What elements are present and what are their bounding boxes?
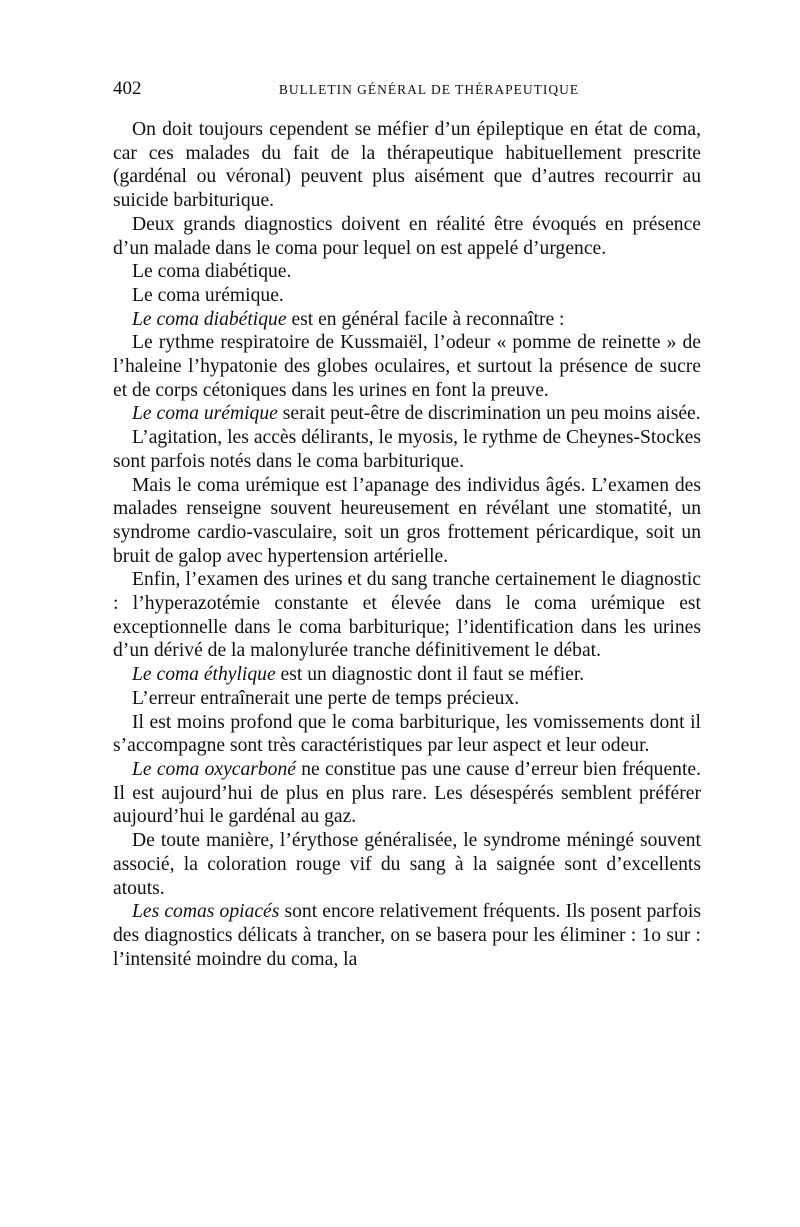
italic-lead: Le coma oxycarboné xyxy=(132,758,296,780)
page-number: 402 xyxy=(113,78,142,99)
paragraph: Deux grands diagnostics doivent en réalité être évoqués en présence d’un malade dans le coma pour lequel on est appelé d’urgence. xyxy=(113,213,701,259)
running-title: BULLETIN GÉNÉRAL DE THÉRAPEUTIQUE xyxy=(278,82,580,97)
paragraph: Les comas opiacés sont encore relativement fréquents. Ils posent parfois des diagnostics délicats à trancher, on se basera pour les éliminer : 1o sur : l’intensité moindre du coma, la xyxy=(113,901,701,970)
body-text xyxy=(113,118,701,971)
italic-lead: Le coma éthylique xyxy=(132,664,276,686)
paragraph: L’agitation, les accès délirants, le myosis, le rythme de Cheynes-Stockes sont parfois notés dans le coma barbiturique. xyxy=(113,427,701,472)
paragraph: Enfin, l’examen des urines et du sang tranche certainement le diagnostic : l’hyperazotémie constante et élevée dans le coma urémique est exceptionnelle dans le coma barbiturique; l’identification dans les urines d’un dérivé de la malonylurée tranche définitivement le débat. xyxy=(113,569,701,662)
paragraph: Le rythme respiratoire de Kussmaiël, l’odeur « pomme de reinette » de l’haleine l’hypatonie des globes oculaires, et surtout la présence de sucre et de corps cétoniques dans les urines en font la preuve. xyxy=(113,332,701,401)
paragraph: Le coma oxycarboné ne constitue pas une cause d’erreur bien fréquente. Il est aujourd’hui de plus en plus rare. Les désespérés semblent préférer aujourd’hui le gardénal au gaz. xyxy=(113,758,701,828)
paragraph: Le coma éthylique est un diagnostic dont il faut se méfier. xyxy=(132,664,585,686)
paragraph: De toute manière, l’érythose généralisée, le syndrome méningé souvent associé, la coloration rouge vif du sang à la saignée sont d’excellents atouts. xyxy=(113,830,701,899)
paragraph: Mais le coma urémique est l’apanage des individus âgés. L’examen des malades renseigne souvent heureusement en révélant une stomatité, un syndrome cardio-vasculaire, soit un gros frottement péricardique, soit un bruit de galop avec hypertension artérielle. xyxy=(113,474,701,567)
paragraph: Le coma diabétique. xyxy=(132,261,292,283)
italic-lead: Les comas opiacés xyxy=(132,901,280,923)
document-page xyxy=(113,72,701,971)
italic-lead: Le coma diabétique xyxy=(132,308,287,330)
paragraph: On doit toujours cependent se méfier d’un épileptique en état de coma, car ces malades du fait de la thérapeutique habituellement prescrite (gardénal ou véronal) peuvent plus aisément que d’autres recourrir au suicide barbiturique. xyxy=(113,119,701,212)
italic-lead: Le coma urémique xyxy=(132,403,278,425)
paragraph: L’erreur entraînerait une perte de temps précieux. xyxy=(132,687,520,709)
paragraph: Le coma diabétique est en général facile à reconnaître : xyxy=(132,308,565,330)
paragraph: Le coma urémique. xyxy=(132,284,284,306)
page-header xyxy=(113,72,701,106)
paragraph: Le coma urémique serait peut-être de discrimination un peu moins aisée. xyxy=(132,403,701,425)
paragraph: Il est moins profond que le coma barbiturique, les vomissements dont il s’accompagne sont très caractéristiques par leur aspect et leur odeur. xyxy=(113,711,701,757)
